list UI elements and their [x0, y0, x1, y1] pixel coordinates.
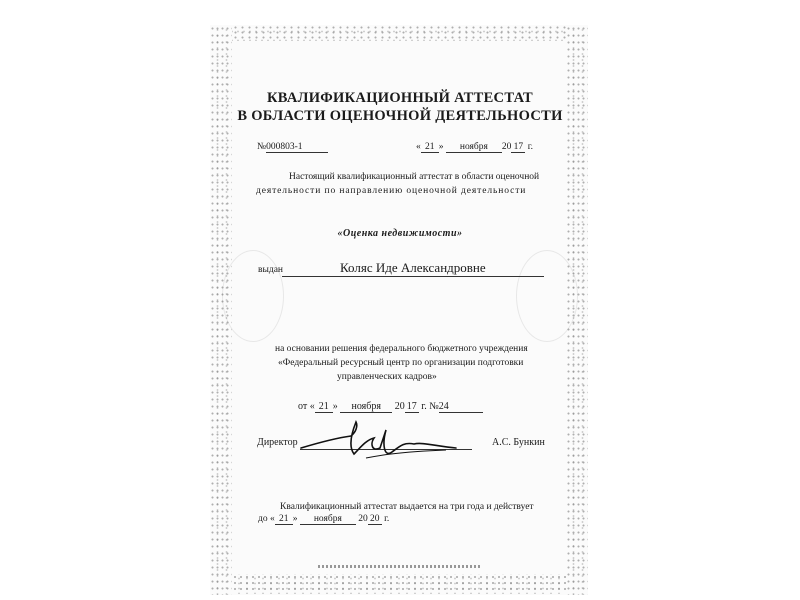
scan-noise-bottom: [232, 574, 566, 594]
title-line-2: В ОБЛАСТИ ОЦЕНОЧНОЙ ДЕЯТЕЛЬНОСТИ: [237, 108, 563, 124]
director-label: Директор: [257, 437, 298, 448]
valid-until-close-quote: »: [292, 514, 298, 524]
valid-until-year-suffix: 20: [368, 514, 382, 525]
certificate-number-row: [257, 142, 328, 153]
director-name: А.С. Бункин: [492, 437, 545, 448]
decision-year-suffix: 17: [406, 401, 417, 412]
decision-close-quote: »: [332, 401, 338, 412]
date-open-quote: «: [416, 142, 421, 152]
body-line-1: Настоящий квалификационный аттестат в области оценочной: [289, 172, 540, 182]
title-line-1: КВАЛИФИКАЦИОННЫЙ АТТЕСТАТ: [266, 90, 534, 106]
issue-date: [416, 142, 533, 153]
assessment-direction: «Оценка недвижимости»: [337, 228, 463, 239]
date-close-quote: »: [438, 142, 444, 152]
body-line-2: деятельности по направлению оценочной деятельности: [256, 186, 527, 196]
valid-until-row: [258, 514, 389, 525]
valid-until-open-quote: «: [269, 514, 275, 524]
basis-line-2: «Федеральный ресурсный центр по организации подготовки: [278, 358, 524, 368]
issue-day: 21: [421, 142, 439, 153]
decision-year-prefix: 20: [394, 401, 405, 412]
decision-ot: от: [298, 401, 308, 412]
issued-label: выдан: [258, 265, 284, 275]
issue-year-suffix: 17: [511, 142, 525, 153]
decision-g: г.: [421, 401, 427, 412]
scan-noise-top: [232, 25, 566, 41]
validity-line: Квалификационный аттестат выдается на три года и действует: [280, 502, 534, 512]
valid-until-do: до: [258, 514, 268, 524]
decision-month: ноября: [340, 401, 392, 413]
recipient-name: Коляс Иде Александровне: [340, 260, 486, 275]
basis-line-1: на основании решения федерального бюджетного учреждения: [275, 344, 528, 354]
director-signature: [296, 418, 466, 468]
valid-until-year-prefix: 20: [358, 514, 368, 524]
certificate-number: 000803-1: [266, 142, 328, 153]
issue-year-g: г.: [527, 142, 533, 152]
valid-until-day: 21: [275, 514, 293, 525]
decision-open-quote: «: [309, 401, 315, 412]
valid-until-g: г.: [384, 514, 390, 524]
basis-line-3: управленческих кадров»: [337, 372, 437, 382]
decision-date-row: [298, 401, 483, 413]
issue-year-prefix: 20: [501, 142, 512, 152]
number-prefix: №: [257, 142, 267, 152]
valid-until-month: ноября: [300, 514, 356, 525]
decision-number: 24: [439, 401, 483, 413]
guilloche-pattern-right: [516, 250, 578, 342]
printer-imprint: [318, 565, 482, 568]
guilloche-pattern-left: [222, 250, 284, 342]
recipient-underline: [282, 276, 544, 277]
issue-month: ноября: [446, 142, 502, 153]
decision-no-label: №: [429, 401, 439, 412]
decision-day: 21: [315, 401, 333, 413]
